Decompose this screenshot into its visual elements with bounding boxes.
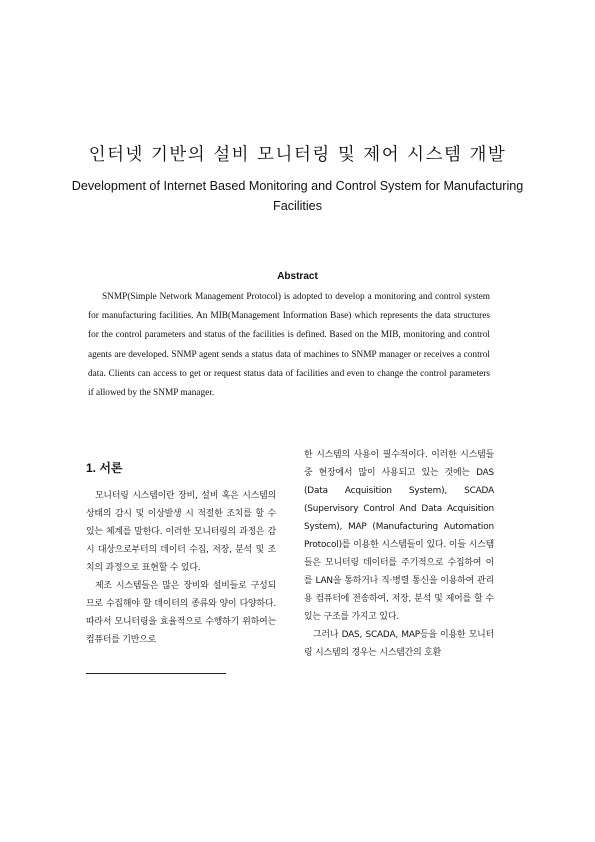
section-heading-introduction: 1. 서론 [86,461,123,475]
paper-title-korean: 인터넷 기반의 설비 모니터링 및 제어 시스템 개발 [88,145,507,165]
paper-title-english: Development of Internet Based Monitoring and Control System for Manufacturing Facilities [71,179,524,213]
intro-paragraph-3: 그러나 DAS, SCADA, MAP등을 이용한 모니터링 시스템의 경우는 시스템간의 호환 [304,630,494,658]
intro-paragraph-1: 모니터링 시스템이란 장비, 설비 혹은 시스템의 상태의 감시 및 이상발생 시 적절한 조치를 할 수 있는 체계를 말한다. 이러한 모니터링의 과정은 감시 대상으로부터의 데이터 수집, 저장, 분석 및 조치의 과정으로 표현할 수 있다. [86,491,276,573]
intro-paragraph-2: 제조 시스템들은 많은 장비와 설비들로 구성되므로 수집해야 할 데이터의 종류와 양이 다양하다. 따라서 모니터링을 효율적으로 수행하기 위하여는 컴퓨터를 기반으로 [86,581,276,645]
footnote-rule [86,673,226,674]
left-column [86,460,276,649]
abstract-body: SNMP(Simple Network Management Protocol) is adopted to develop a monitoring and control system for manufacturing facilities. An MIB(Management Information Base) which represents the data structures for the control parameters and status of the facilities is defined. Based on the MIB, monitoring and control agents are developed. SNMP agent sends a status data of machines to SNMP manager or receives a control data. Clients can access to get or request status data of facilities and even to change the control parameters if allowed by the SNMP manager. [88,292,490,399]
right-column [304,446,494,662]
abstract-heading: Abstract [277,271,318,282]
intro-paragraph-2-continued: 한 시스템의 사용이 필수적이다. 이러한 시스템들 중 현장에서 많이 사용되고 있는 것에는 DAS (Data Acquisition System), SCADA (Supervisory Control And Data Acquisition System), MAP (Manufacturing Automation Protocol)를 이용한 시스템들이 있다. 이들 시스템들은 모니터링 데이터를 주기적으로 수집하여 이를 LAN을 통하거나 직·병렬 통신을 이용하여 관리용 컴퓨터에 전송하여, 저장, 분석 및 제어를 할 수 있는 구조를 가지고 있다. [304,450,494,622]
